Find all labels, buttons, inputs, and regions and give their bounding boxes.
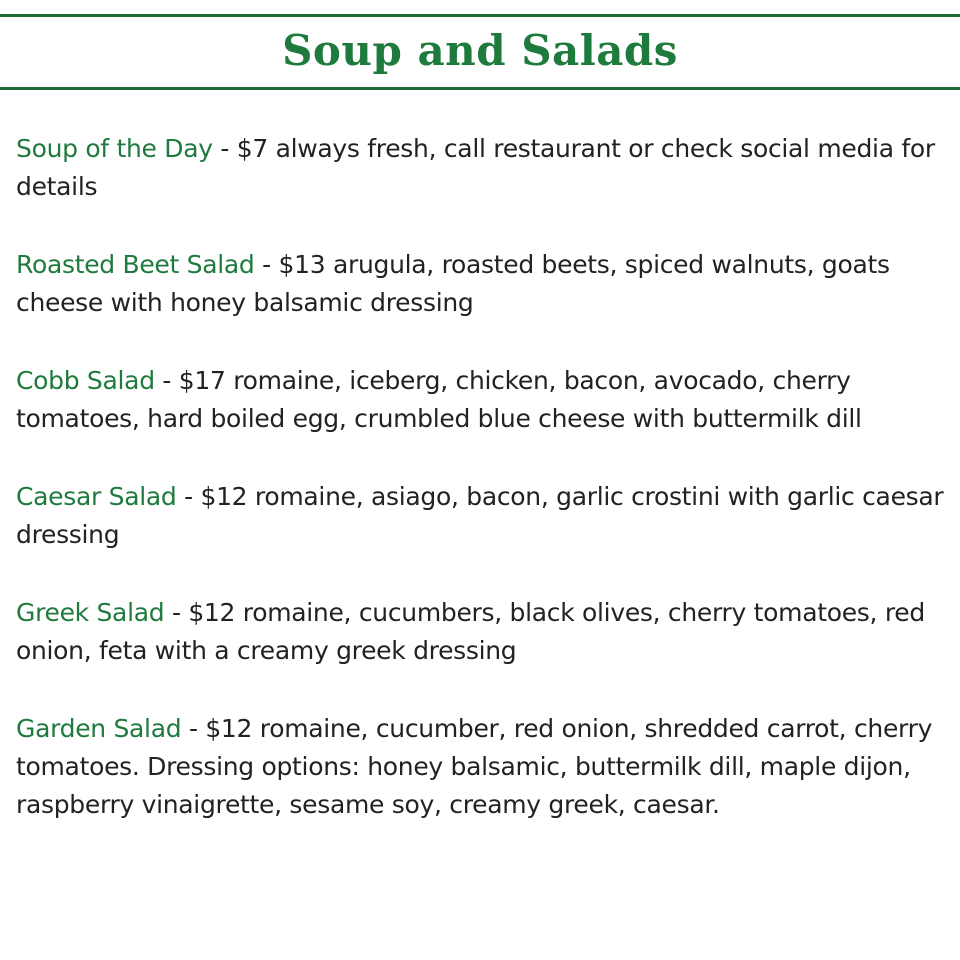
menu-item: [16, 710, 946, 824]
menu-item-name: Cobb Salad: [16, 366, 155, 395]
menu-item-separator: -: [212, 134, 237, 163]
menu-item: [16, 594, 946, 670]
menu-item-details: $12 romaine, cucumbers, black olives, cherry tomatoes, red onion, feta with a creamy greek dressing: [16, 598, 925, 665]
menu-item-details: $13 arugula, roasted beets, spiced walnuts, goats cheese with honey balsamic dressing: [16, 250, 890, 317]
menu-item-separator: -: [164, 598, 189, 627]
menu-item-details: $12 romaine, cucumber, red onion, shredded carrot, cherry tomatoes. Dressing options: honey balsamic, buttermilk dill, maple dijon, raspberry vinaigrette, sesame soy, creamy greek, caesar.: [16, 714, 933, 819]
menu-items-list: [16, 130, 946, 864]
section-title: Soup and Salads: [282, 26, 678, 75]
menu-item-separator: -: [254, 250, 279, 279]
top-rule: [0, 14, 960, 17]
menu-item-separator: -: [176, 482, 201, 511]
menu-item-name: Greek Salad: [16, 598, 165, 627]
menu-item: [16, 246, 946, 322]
menu-item-details: $7 always fresh, call restaurant or check social media for details: [16, 134, 935, 201]
menu-item-name: Garden Salad: [16, 714, 182, 743]
menu-item-separator: -: [154, 366, 179, 395]
menu-item-separator: -: [181, 714, 206, 743]
menu-item-details: $12 romaine, asiago, bacon, garlic crostini with garlic caesar dressing: [16, 482, 944, 549]
menu-item-name: Roasted Beet Salad: [16, 250, 255, 279]
menu-item: [16, 362, 946, 438]
menu-item-details: $17 romaine, iceberg, chicken, bacon, avocado, cherry tomatoes, hard boiled egg, crumbled blue cheese with buttermilk dill: [16, 366, 862, 433]
menu-item-name: Caesar Salad: [16, 482, 177, 511]
menu-item: [16, 130, 946, 206]
menu-item: [16, 478, 946, 554]
menu-item-name: Soup of the Day: [16, 134, 213, 163]
bottom-rule: [0, 87, 960, 90]
